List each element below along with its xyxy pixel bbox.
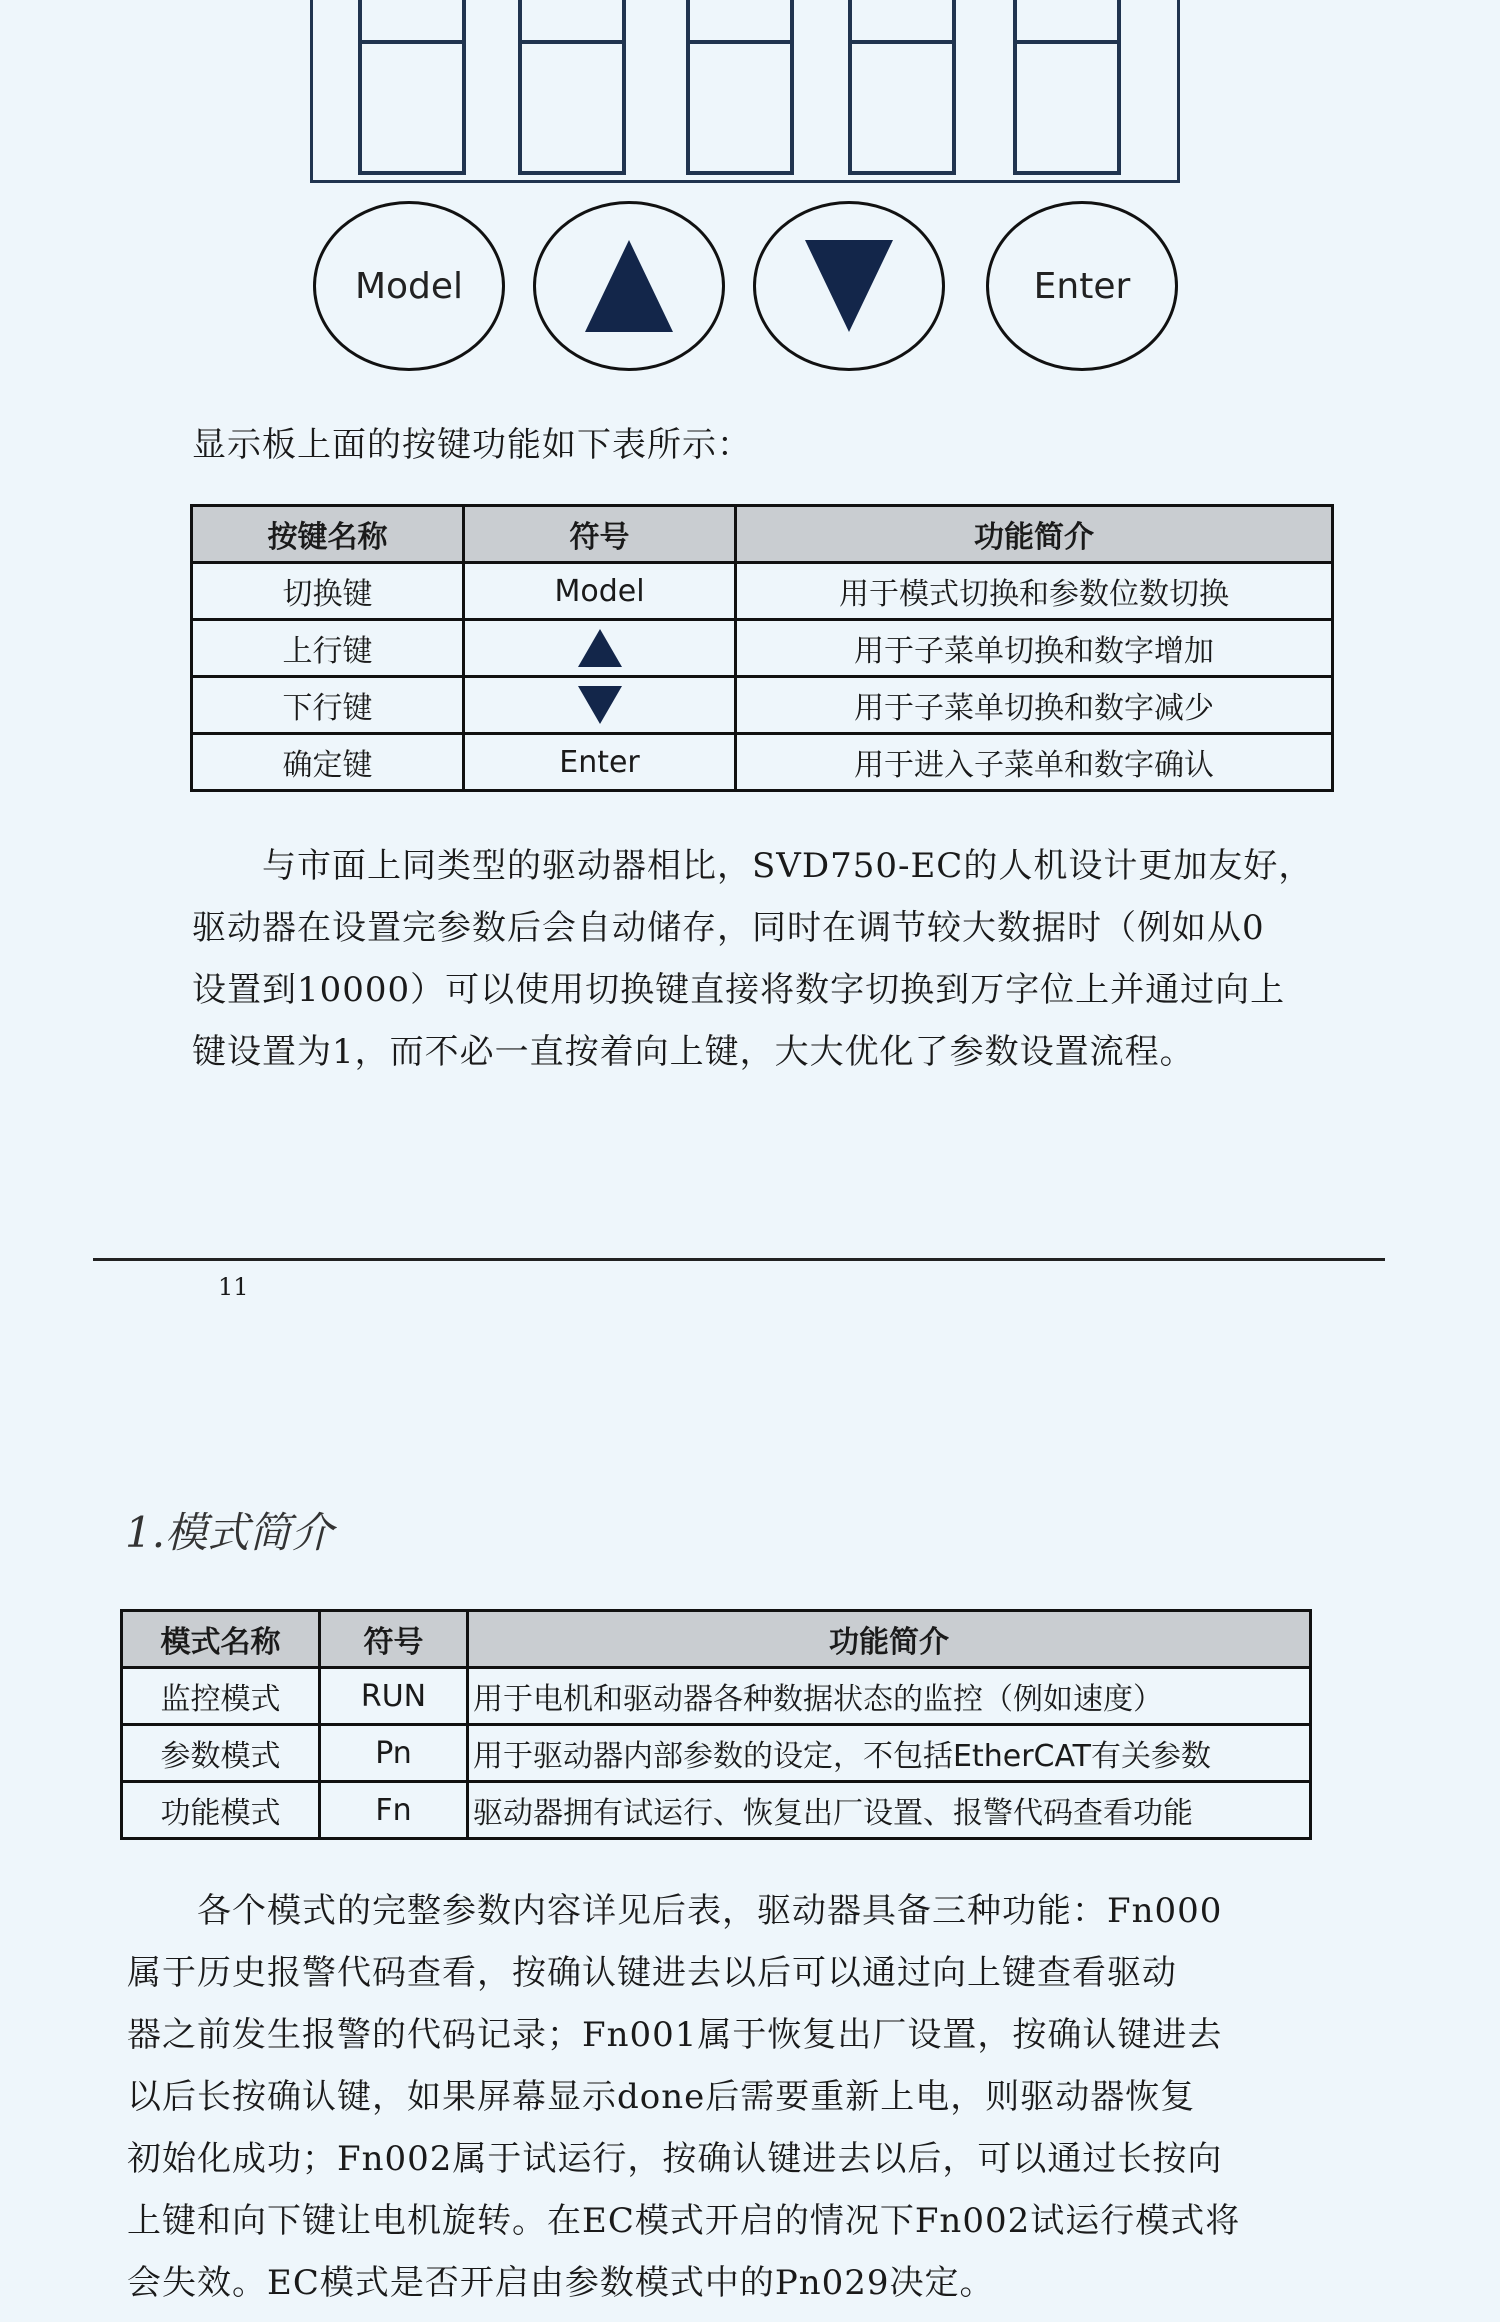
table-row (192, 620, 1333, 677)
paragraph-2 (127, 1880, 1240, 2314)
triangle-down-icon (805, 240, 893, 332)
paragraph-line: 与市面上同类型的驱动器相比，SVD750-EC的人机设计更加友好， (262, 846, 1314, 886)
paragraph-line: 键设置为1，而不必一直按着向上键，大大优化了参数设置流程。 (192, 1032, 1195, 1072)
model-key-label: Model (354, 265, 464, 307)
paragraph-line: 会失效。EC模式是否开启由参数模式中的Pn029决定。 (127, 2263, 995, 2303)
key-desc: 用于子菜单切换和数字增加 (736, 620, 1333, 677)
key-name: 确定键 (192, 734, 464, 791)
mode-desc: 用于驱动器内部参数的设定，不包括EtherCAT有关参数 (468, 1725, 1311, 1782)
table-header-row (192, 506, 1333, 563)
key-desc: 用于模式切换和参数位数切换 (736, 563, 1333, 620)
key-desc: 用于进入子菜单和数字确认 (736, 734, 1333, 791)
display-digit-3 (686, 0, 794, 175)
key-desc: 用于子菜单切换和数字减少 (736, 677, 1333, 734)
display-digit-2 (518, 0, 626, 175)
paragraph-line: 驱动器在设置完参数后会自动储存，同时在调节较大数据时（例如从0 (192, 908, 1265, 948)
paragraph-line: 器之前发生报警的代码记录；Fn001属于恢复出厂设置，按确认键进去 (127, 2015, 1223, 2055)
table-row (122, 1668, 1311, 1725)
mode-desc: 驱动器拥有试运行、恢复出厂设置、报警代码查看功能 (468, 1782, 1311, 1839)
keys-table (190, 504, 1334, 792)
paragraph-line: 属于历史报警代码查看，按确认键进去以后可以通过向上键查看驱动 (127, 1953, 1177, 1993)
key-symbol: Enter (464, 734, 736, 791)
mode-name: 监控模式 (122, 1668, 320, 1725)
page-number: 11 (218, 1273, 249, 1301)
table-header: 功能简介 (468, 1611, 1311, 1668)
key-symbol (464, 677, 736, 734)
mode-desc: 用于电机和驱动器各种数据状态的监控（例如速度） (468, 1668, 1311, 1725)
section-heading: 1.模式简介 (125, 1508, 334, 1557)
table-row (122, 1782, 1311, 1839)
mode-name: 参数模式 (122, 1725, 320, 1782)
display-panel (310, 0, 1180, 183)
enter-key-button[interactable] (986, 201, 1178, 371)
table-row (122, 1725, 1311, 1782)
table-row (192, 677, 1333, 734)
key-name: 上行键 (192, 620, 464, 677)
enter-key-label: Enter (1033, 265, 1131, 307)
up-key-button[interactable] (533, 201, 725, 371)
mode-name: 功能模式 (122, 1782, 320, 1839)
key-name: 下行键 (192, 677, 464, 734)
table-row (192, 563, 1333, 620)
paragraph-1 (192, 835, 1313, 1083)
triangle-up-icon (585, 240, 673, 332)
mode-symbol: Pn (320, 1725, 468, 1782)
table-header: 模式名称 (122, 1611, 320, 1668)
display-digit-5 (1013, 0, 1121, 175)
paragraph-line: 上键和向下键让电机旋转。在EC模式开启的情况下Fn002试运行模式将 (127, 2201, 1241, 2241)
mode-table (120, 1609, 1312, 1840)
key-symbol (464, 620, 736, 677)
mode-symbol: RUN (320, 1668, 468, 1725)
paragraph-line: 初始化成功；Fn002属于试运行，按确认键进去以后，可以通过长按向 (127, 2139, 1223, 2179)
key-name: 切换键 (192, 563, 464, 620)
down-key-button[interactable] (753, 201, 945, 371)
model-key-button[interactable] (313, 201, 505, 371)
table-header: 符号 (464, 506, 736, 563)
paragraph-line: 设置到10000）可以使用切换键直接将数字切换到万字位上并通过向上 (192, 970, 1286, 1010)
mode-symbol: Fn (320, 1782, 468, 1839)
table-header-row (122, 1611, 1311, 1668)
page-divider (93, 1258, 1385, 1261)
table-row (192, 734, 1333, 791)
table-header: 功能简介 (736, 506, 1333, 563)
paragraph-line: 各个模式的完整参数内容详见后表，驱动器具备三种功能：Fn000 (197, 1891, 1223, 1931)
intro-line: 显示板上面的按键功能如下表所示： (192, 425, 752, 465)
paragraph-line: 以后长按确认键，如果屏幕显示done后需要重新上电，则驱动器恢复 (127, 2077, 1196, 2117)
display-digit-4 (848, 0, 956, 175)
table-header: 按键名称 (192, 506, 464, 563)
table-header: 符号 (320, 1611, 468, 1668)
key-symbol: Model (464, 563, 736, 620)
triangle-down-icon (578, 686, 622, 724)
triangle-up-icon (578, 629, 622, 667)
display-digit-1 (358, 0, 466, 175)
